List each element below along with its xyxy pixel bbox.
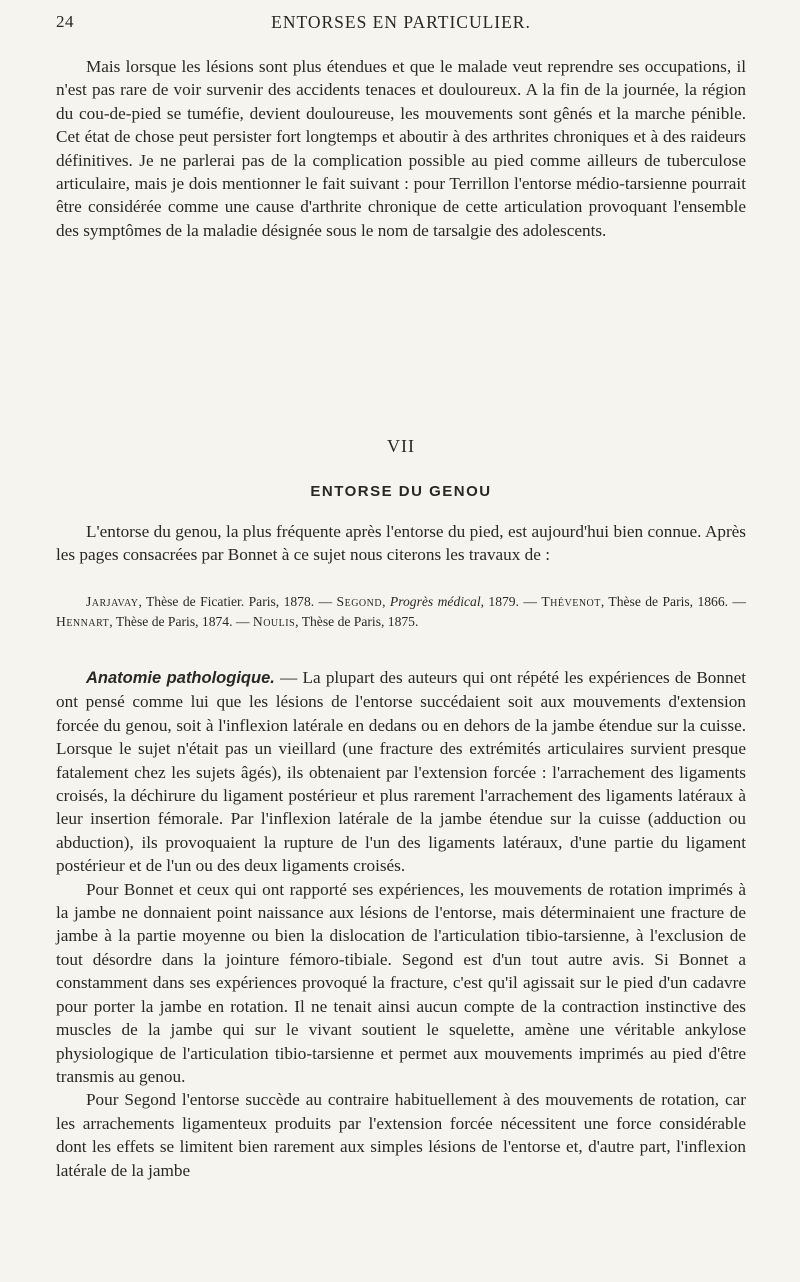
section-number: VII: [387, 436, 415, 456]
ref-author-segond: Segond: [336, 594, 383, 609]
ref-author-hennart: Hennart: [56, 614, 110, 629]
references-paragraph: [56, 592, 746, 632]
ref-author-noulis: Noulis: [252, 614, 296, 629]
ref-text-3: , Thèse de Paris, 1866. —: [600, 594, 747, 609]
ref-text-5: , Thèse de Paris, 1875.: [295, 614, 419, 629]
section-intro-block: [56, 520, 746, 567]
ref-journal: Progrès médical: [389, 594, 481, 609]
anatomy-paragraph-2: Pour Bonnet et ceux qui ont rapporté ses expériences, les mouvements de rotation imprimés à la jambe ne donnaient point naissance aux lésions de l'entorse, mais déterminaient une fracture de jambe à la partie moyenne ou bien la dislocation de l'articulation tibio-tarsienne, à l'exclusion de tout désordre dans la jointure fémoro-tibiale. Segond est d'un tout autre avis. Si Bonnet a constamment dans ses expériences provoqué la fracture, c'est qu'il agissait sur le pied d'un cadavre pour porter la jambe en rotation. Il ne tenait ainsi aucun compte de la contraction instinctive des muscles de la jambe qui sur le vivant soutient le squelette, amène une véritable ankylose physiologique de l'articulation tibio-tarsienne et permet aux mouvements imprimés au pied d'être transmis au genou.: [56, 879, 746, 1086]
ref-text-1: , Thèse de Ficatier. Paris, 1878. —: [138, 594, 337, 609]
ref-text-2: , 1879. —: [480, 594, 542, 609]
ref-author-jarjavay: Jarjavay: [86, 594, 139, 609]
references-block: [56, 592, 746, 632]
section-intro-paragraph: L'entorse du genou, la plus fréquente après l'entorse du pied, est aujourd'hui bien connue. Après les pages consacrées par Bonnet à ce sujet nous citerons les travaux de :: [56, 522, 746, 565]
ref-author-thevenot: Thévenot: [541, 594, 601, 609]
ref-sep-2: ,: [382, 594, 390, 609]
intro-paragraph-block: [56, 55, 746, 242]
section-title: ENTORSE DU GENOU: [310, 483, 492, 500]
page-header: [56, 12, 746, 36]
anatomy-paragraph-1: [56, 666, 746, 878]
page-number: 24: [56, 12, 74, 31]
ref-text-4: , Thèse de Paris, 1874. —: [109, 614, 253, 629]
anatomy-subheading: Anatomie pathologique.: [86, 669, 275, 687]
anatomy-paragraph-1-text: — La plupart des auteurs qui ont répété les expériences de Bonnet ont pensé comme lui que les lésions de l'entorse succédaient soit aux mouvements d'extension forcée du genou, soit à l'inflexion latérale en dedans ou en dehors de la jambe étendue sur la cuisse. Lorsque le sujet n'était pas un vieillard (une fracture des extrémités articulaires survient presque fatalement chez les sujets âgés), ils obtenaient par l'extension forcée : l'arrachement des ligaments croisés, la déchirure du ligament postérieur et plus rarement l'arrachement des ligaments latéraux à leur insertion fémorale. Par l'inflexion latérale de la jambe étendue sur la cuisse (adduction ou abduction), ils provoquaient la rupture de l'un des ligaments latéraux, d'une partie du ligament postérieur et de l'un ou des deux ligaments croisés.: [56, 668, 746, 876]
intro-paragraph: Mais lorsque les lésions sont plus étendues et que le malade veut reprendre ses occupations, il n'est pas rare de voir survenir des accidents tenaces et douloureux. A la fin de la journée, la région du cou-de-pied se tuméfie, devient douloureuse, les mouvements sont gênés et la marche pénible. Cet état de chose peut persister fort longtemps et aboutir à des arthrites chroniques et à des raideurs définitives. Je ne parlerai pas de la complication possible au pied comme ailleurs de tuberculose articulaire, mais je dois mentionner le fait suivant : pour Terrillon l'entorse médio-tarsienne pourrait être considérée comme une cause d'arthrite chronique de cette articulation provoquant l'ensemble des symptômes de la maladie désignée sous le nom de tarsalgie des adolescents.: [56, 57, 746, 240]
anatomy-paragraph-3: Pour Segond l'entorse succède au contraire habituellement à des mouvements de rotation, car les arrachements ligamenteux produits par l'extension forcée nécessitent une force considérable dont les effets se limitent bien rarement aux simples lésions de l'entorse et, d'autre part, l'inflexion latérale de la jambe: [56, 1090, 746, 1180]
running-head: ENTORSES EN PARTICULIER.: [271, 12, 531, 32]
anatomy-section: [56, 666, 746, 1182]
